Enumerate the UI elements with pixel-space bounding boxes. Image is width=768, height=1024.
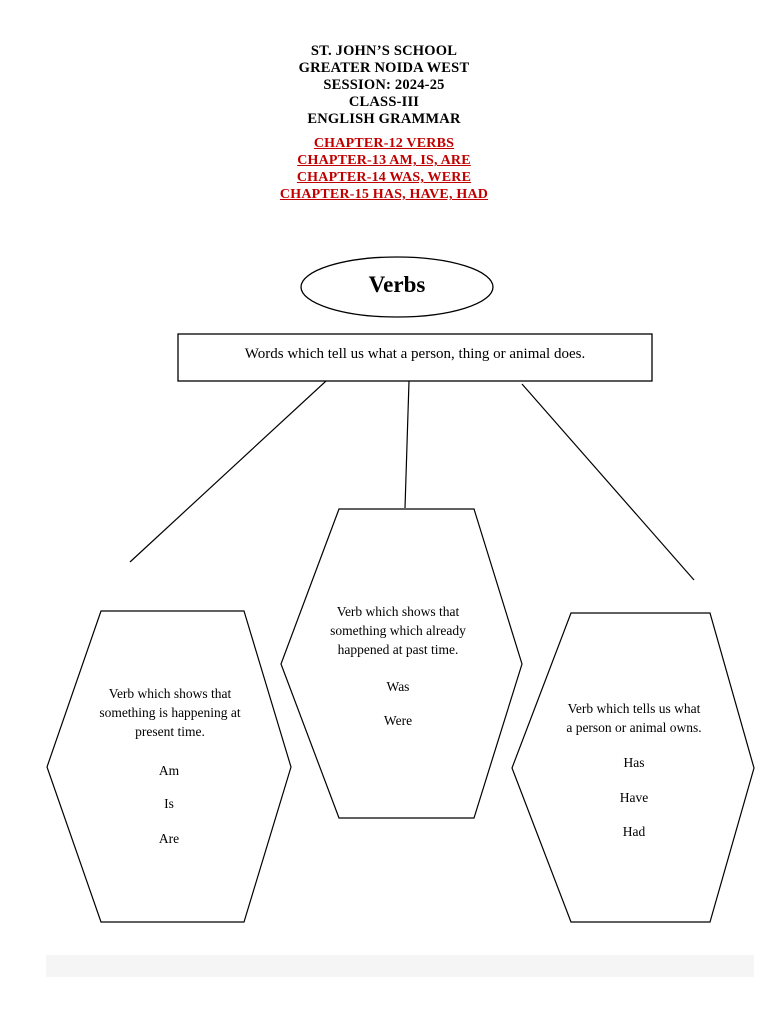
- verbs-definition: Words which tell us what a person, thing or animal does.: [244, 346, 586, 362]
- page-bottom-edge: [46, 955, 754, 977]
- word-have: Have: [619, 790, 649, 805]
- hexagon-past: [281, 509, 522, 818]
- connector-right: [522, 384, 694, 580]
- word-were: Were: [383, 713, 413, 728]
- word-is: Is: [164, 796, 174, 811]
- present-description: Verb which shows that something is happening at present time.: [99, 686, 241, 739]
- session: SESSION: 2024-25: [323, 77, 445, 93]
- word-are: Are: [158, 831, 180, 846]
- word-has: Has: [623, 755, 645, 770]
- class: CLASS-III: [348, 94, 420, 110]
- school-name: ST. JOHN’S SCHOOL: [310, 43, 458, 59]
- word-was: Was: [386, 679, 410, 694]
- subject: ENGLISH GRAMMAR: [307, 111, 461, 127]
- word-am: Am: [158, 763, 180, 778]
- chapter-14: CHAPTER-14 WAS, WERE: [296, 170, 472, 185]
- verbs-title: Verbs: [368, 272, 426, 297]
- possession-description: Verb which tells us what a person or animal owns.: [566, 701, 702, 735]
- connector-left: [130, 381, 326, 562]
- word-had: Had: [622, 824, 646, 839]
- past-description: Verb which shows that something which already happened at past time.: [330, 604, 466, 657]
- school-location: GREATER NOIDA WEST: [298, 60, 470, 76]
- chapter-13: CHAPTER-13 AM, IS, ARE: [297, 153, 471, 168]
- chapter-15: CHAPTER-15 HAS, HAVE, HAD: [279, 187, 489, 202]
- connector-middle: [405, 381, 409, 508]
- chapter-12: CHAPTER-12 VERBS: [313, 136, 455, 151]
